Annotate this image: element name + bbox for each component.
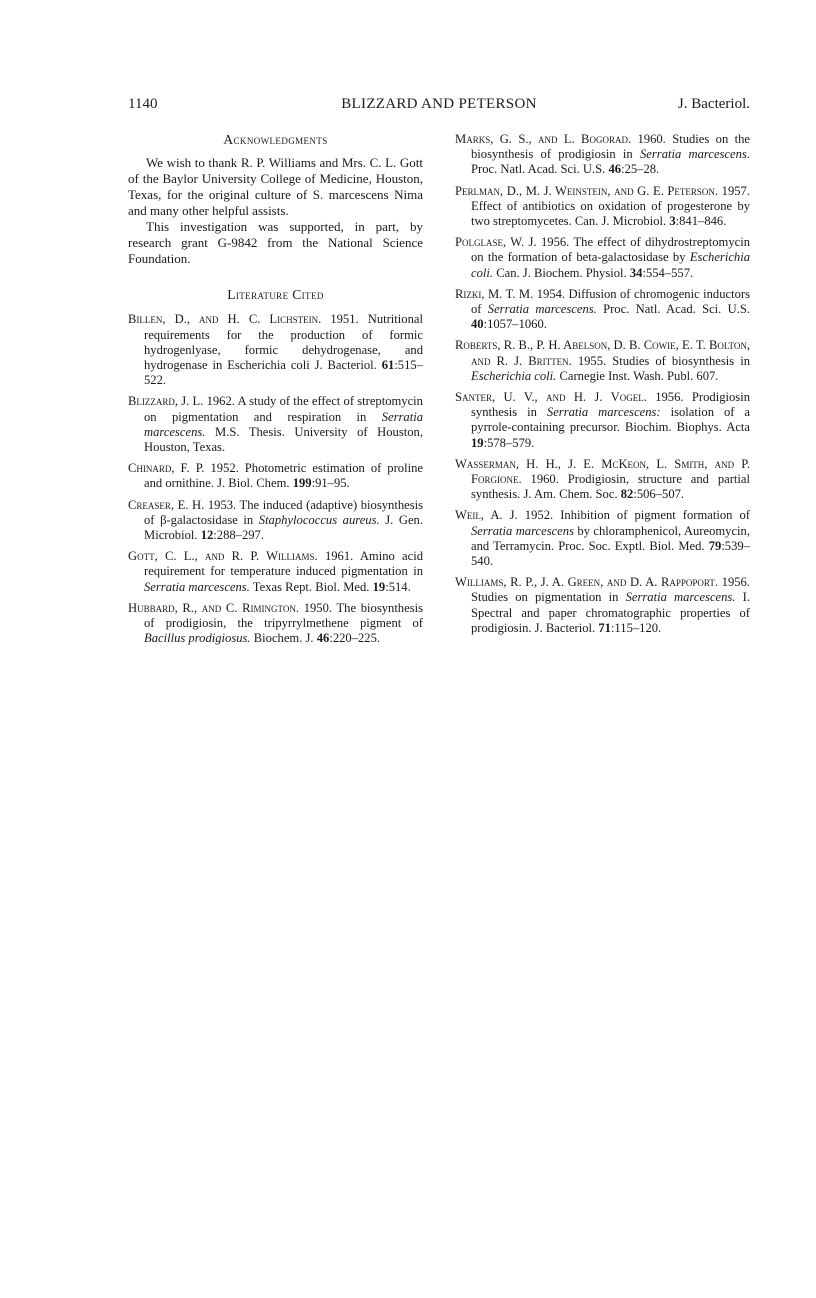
page-header	[128, 96, 750, 118]
reference-year: 1952.	[210, 461, 239, 476]
reference-pages: :841–846.	[675, 214, 727, 229]
reference-volume: 199	[292, 476, 312, 491]
reference-year: 1954.	[536, 286, 566, 301]
reference-list-right	[455, 132, 750, 636]
right-column	[455, 132, 750, 642]
reference-pages: :91–95.	[311, 476, 350, 491]
reference-year: 1962.	[206, 394, 235, 409]
reference-organism: Bacillus prodigiosus.	[144, 631, 251, 646]
reference-volume: 12	[200, 528, 214, 543]
reference-title: Prodigiosin synthesis in	[471, 390, 750, 420]
reference-title: Inhibition of pigment formation of	[560, 508, 751, 523]
reference-year: 1956.	[721, 575, 750, 590]
reference-year: 1953.	[207, 497, 237, 512]
reference-source: J. Gen. Microbiol.	[144, 512, 423, 543]
reference-year: 1960.	[637, 132, 666, 146]
reference-pages: :539–540.	[471, 538, 750, 569]
reference-organism: Serratia marcescens:	[546, 405, 661, 420]
reference-title: Studies on the biosynthesis of prodigiosin in	[471, 132, 750, 162]
reference-title: Diffusion of chromogenic inductors of	[471, 286, 751, 317]
reference-year: 1956.	[540, 235, 570, 250]
reference-volume: 46	[608, 162, 622, 177]
reference-pages: :115–120.	[610, 620, 662, 635]
reference-volume: 61	[381, 358, 395, 373]
reference-authors: Wasserman, H. H., J. E. McKeon, L. Smith, and P. Forgione.	[455, 456, 750, 487]
reference-title: Prodigiosin, structure and partial synthesis. J. Am. Chem. Soc.	[471, 472, 750, 502]
reference-source: Texas Rept. Biol. Med.	[252, 579, 370, 594]
reference-entry	[128, 601, 423, 647]
reference-source: Proc. Natl. Acad. Sci. U.S.	[603, 302, 750, 317]
reference-organism: Staphylococcus aureus.	[258, 512, 380, 527]
reference-year: 1951.	[330, 312, 359, 327]
reference-year: 1950.	[303, 600, 333, 615]
reference-authors: Polglase, W. J.	[455, 235, 537, 250]
acknowledgments-paragraph: This investigation was supported, in part, by research grant G-9842 from the National Science Foundation.	[128, 219, 423, 267]
acknowledgments-heading: Acknowledgments	[223, 132, 328, 147]
reference-title: The biosynthesis of prodigiosin, the tripyrrylmethene pigment of	[144, 600, 423, 631]
reference-entry	[128, 498, 423, 544]
acknowledgments-paragraph: We wish to thank R. P. Williams and Mrs. C. L. Gott of the Baylor University College of Medicine, Houston, Texas, for the original culture of S. marcescens Nima and many other helpful assists.	[128, 155, 423, 219]
reference-pages: :514.	[385, 579, 411, 594]
reference-year: 1952.	[524, 508, 554, 523]
reference-pages: :515–522.	[144, 358, 423, 388]
reference-pages: :506–507.	[633, 487, 685, 502]
reference-entry	[455, 184, 750, 230]
reference-authors: Weil, A. J.	[455, 508, 518, 523]
reference-title: Effect of antibiotics on oxidation of progesterone by two streptomycetes. Can. J. Microbiol.	[471, 198, 750, 229]
reference-entry	[455, 132, 750, 178]
reference-volume: 46	[316, 631, 330, 646]
reference-volume: 71	[598, 620, 611, 635]
reference-pages: :220–225.	[329, 631, 381, 646]
reference-title: Nutritional requirements for the production of formic hydrogenlyase, formic dehydrogenase, and hydrogenase in Escherichia coli J. Bacteriol.	[144, 312, 423, 373]
reference-source: M.S. Thesis. University of Houston, Houston, Texas.	[144, 424, 423, 455]
reference-authors: Rizki, M. T. M.	[455, 286, 534, 301]
reference-list-left	[128, 312, 423, 646]
reference-entry	[128, 461, 423, 491]
reference-entry	[128, 394, 423, 455]
reference-authors: Marks, G. S., and L. Bogorad.	[455, 132, 632, 146]
reference-year: 1955.	[577, 353, 607, 368]
reference-source: isolation of a pyrrole-containing precursor. Biochim. Biophys. Acta	[471, 405, 750, 435]
running-title: BLIZZARD AND PETERSON	[341, 96, 537, 112]
reference-source: I. Spectral and paper chromatographic properties of prodigiosin. J. Bacteriol.	[471, 590, 750, 635]
reference-authors: Billen, D., and H. C. Lichstein.	[128, 312, 322, 327]
reference-title: Studies of biosynthesis in	[612, 353, 750, 368]
reference-title: Studies on pigmentation in	[471, 590, 619, 605]
reference-authors: Roberts, R. B., P. H. Abelson, D. B. Cowie, E. T. Bolton, and R. J. Britten.	[455, 338, 750, 368]
reference-volume: 34	[629, 265, 643, 280]
reference-volume: 3	[669, 214, 676, 229]
reference-title: The induced (adaptive) biosynthesis of β-galactosidase in	[144, 497, 424, 527]
reference-authors: Chinard, F. P.	[128, 461, 205, 476]
page-number: 1140	[128, 96, 158, 112]
reference-source: Proc. Natl. Acad. Sci. U.S.	[471, 162, 606, 177]
reference-year: 1960.	[530, 472, 559, 487]
reference-pages: :288–297.	[213, 528, 265, 543]
reference-title: Amino acid requirement for temperature induced pigmentation in	[144, 549, 423, 579]
reference-pages: :554–557.	[642, 265, 694, 280]
reference-source: Carnegie Inst. Wash. Publ. 607.	[559, 368, 719, 383]
reference-authors: Williams, R. P., J. A. Green, and D. A. Rappoport.	[455, 575, 719, 590]
reference-organism: Serratia marcescens.	[625, 590, 736, 605]
reference-entry	[455, 390, 750, 451]
reference-volume: 79	[708, 538, 722, 553]
reference-organism: Serratia marcescens	[471, 523, 574, 538]
reference-entry	[455, 457, 750, 503]
reference-volume: 40	[471, 317, 484, 332]
reference-pages: :578–579.	[483, 435, 535, 450]
reference-volume: 19	[372, 579, 386, 594]
reference-source: by chloramphenicol, Aureomycin, and Terramycin. Proc. Soc. Exptl. Biol. Med.	[471, 523, 750, 553]
reference-authors: Hubbard, R., and C. Rimington.	[128, 600, 300, 615]
reference-source: Biochem. J.	[253, 631, 314, 646]
reference-authors: Santer, U. V., and H. J. Vogel.	[455, 390, 647, 405]
reference-entry	[128, 549, 423, 595]
reference-organism: Serratia marcescens.	[487, 302, 597, 317]
reference-entry	[455, 235, 750, 281]
reference-entry	[128, 312, 423, 388]
reference-organism: Escherichia coli.	[471, 368, 557, 383]
reference-pages: :25–28.	[621, 162, 660, 177]
journal-name: J. Bacteriol.	[677, 96, 750, 112]
reference-title: A study of the effect of streptomycin on pigmentation and respiration in	[144, 394, 423, 424]
left-column	[128, 132, 423, 652]
reference-year: 1956.	[655, 390, 684, 405]
reference-volume: 82	[620, 487, 634, 502]
reference-authors: Gott, C. L., and R. P. Williams.	[128, 549, 318, 564]
reference-title: The effect of dihydrostreptomycin on the formation of beta-galactosidase by	[471, 235, 751, 265]
reference-title: Photometric estimation of proline and ornithine. J. Biol. Chem.	[144, 461, 423, 491]
reference-entry	[455, 508, 750, 569]
reference-year: 1957.	[721, 183, 750, 198]
reference-source: Can. J. Biochem. Physiol.	[496, 265, 627, 280]
reference-year: 1961.	[324, 549, 354, 564]
reference-volume: 19	[471, 435, 484, 450]
reference-authors: Perlman, D., M. J. Weinstein, and G. E. Peterson.	[455, 183, 719, 198]
reference-entry	[455, 575, 750, 636]
literature-heading: Literature Cited	[227, 287, 324, 303]
reference-authors: Creaser, E. H.	[128, 497, 205, 512]
reference-organism: Serratia marcescens.	[640, 147, 750, 162]
reference-organism: Serratia marcescens.	[144, 409, 423, 439]
reference-entry	[455, 287, 750, 333]
reference-pages: :1057–1060.	[483, 317, 547, 332]
reference-entry	[455, 338, 750, 384]
reference-organism: Serratia marcescens.	[144, 579, 250, 594]
reference-organism: Escherichia coli.	[471, 250, 750, 280]
reference-authors: Blizzard, J. L.	[128, 394, 204, 409]
